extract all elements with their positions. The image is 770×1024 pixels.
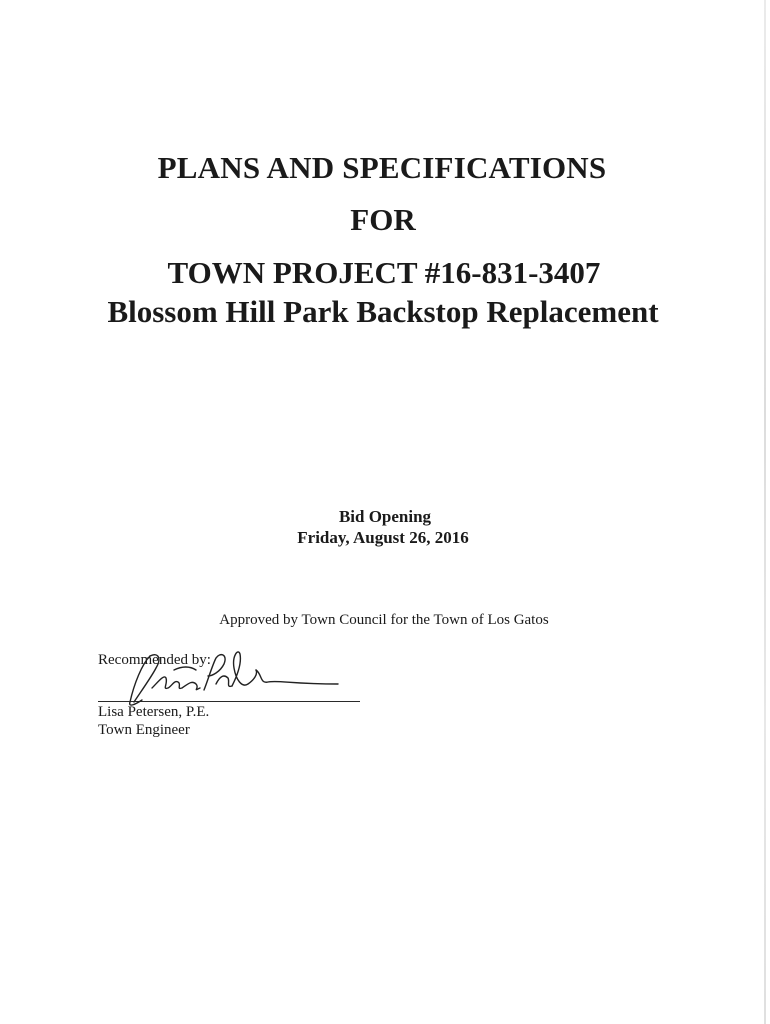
recommended-by-label: Recommended by:	[98, 652, 211, 668]
project-number: TOWN PROJECT #16-831-3407	[167, 255, 601, 290]
title-plans-and-specifications: PLANS AND SPECIFICATIONS	[157, 150, 607, 185]
signer-title: Town Engineer	[98, 722, 190, 738]
signature-block	[98, 648, 398, 748]
project-name: Blossom Hill Park Backstop Replacement	[107, 294, 659, 329]
title-for: FOR	[350, 202, 416, 237]
bid-opening-label: Bid Opening	[338, 507, 432, 526]
signer-name: Lisa Petersen, P.E.	[98, 704, 210, 720]
approval-statement: Approved by Town Council for the Town of Los Gatos	[219, 612, 549, 628]
bid-opening-date: Friday, August 26, 2016	[297, 528, 469, 547]
